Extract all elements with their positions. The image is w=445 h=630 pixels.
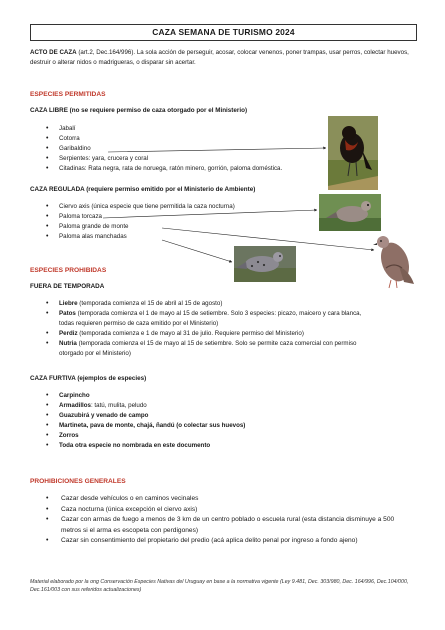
arrow-garibaldino	[108, 148, 326, 152]
list-item: • Cazar sin consentimiento del propietario del predio (acá aplica delito penal por ingreso a fondo ajeno)	[46, 536, 396, 547]
paloma-torcaza-photo	[319, 194, 381, 231]
prohibidas-heading: ESPECIES PROHIBIDAS	[30, 267, 107, 274]
list-item: • Cazar desde vehículos o en caminos vecinales	[46, 494, 396, 505]
arrow-paloma-torcaza	[103, 210, 317, 218]
list-item: • Caza nocturna (única excepción el ciervo axis)	[46, 505, 396, 516]
species-name: Martineta, pava de monte, chajá, ñandú (o colectar sus huevos)	[59, 422, 246, 429]
list-item: • Paloma alas manchadas	[46, 232, 235, 242]
species-detail: (temporada comienza e 1 de mayo al 31 de julio. Requiere permiso del Ministerio)	[77, 330, 304, 337]
list-item: • Garibaldino	[46, 144, 282, 154]
species-name: Zorros	[59, 432, 79, 439]
species-name: Carpincho	[59, 392, 90, 399]
species-detail: (temporada comienza el 1 de mayo al 15 de setiembre. Solo 3 especies: picazo, maicero y cara blanca, todas requieren permiso de caza emitido por el Ministerio)	[59, 310, 362, 327]
species-detail: : tatú, mulita, peludo	[90, 402, 147, 409]
acto-label: ACTO DE CAZA	[30, 49, 77, 56]
paloma-alas-manchadas-photo	[234, 246, 296, 282]
species-name: Armadillos	[59, 402, 91, 409]
species-detail: (temporada comienza el 15 de abril al 15 de agosto)	[77, 300, 223, 307]
paloma-grande-de-monte-photo	[373, 232, 414, 289]
generales-heading: PROHIBICIONES GENERALES	[30, 478, 126, 485]
list-item: • Cotorra	[46, 134, 282, 144]
species-name: Nutria	[59, 340, 77, 347]
garibaldino-photo	[328, 116, 378, 190]
document-title: CAZA SEMANA DE TURISMO 2024	[30, 24, 417, 41]
list-item: • Paloma torcaza	[46, 212, 235, 222]
species-name: Patos	[59, 310, 76, 317]
caza-libre-heading: CAZA LIBRE (no se requiere permiso de caza otorgado por el Ministerio)	[30, 107, 248, 114]
list-item: • Paloma grande de monte	[46, 222, 235, 232]
permitidas-heading: ESPECIES PERMITIDAS	[30, 91, 106, 98]
species-name: Toda otra especie no nombrada en este documento	[59, 442, 211, 449]
caza-regulada-heading: CAZA REGULADA (requiere permiso emitido por el Ministerio de Ambiente)	[30, 186, 256, 193]
list-item: • Serpientes: yara, crucera y coral	[46, 154, 282, 164]
list-item: • Ciervo axis (única especie que tiene permitida la caza nocturna)	[46, 202, 235, 212]
fuera-de-temporada-heading: FUERA DE TEMPORADA	[30, 283, 105, 290]
list-item: • Cazar con armas de fuego a menos de 3 km de un centro poblado o escuela rural (esta distancia disminuye a 500 metros si el arma es escopeta con perdigones)	[46, 515, 396, 536]
species-detail: (temporada comienza el 15 de mayo al 15 de setiembre. Solo se permite caza comercial con permiso otorgado por el Ministerio)	[59, 340, 357, 357]
species-name: Liebre	[59, 300, 78, 307]
list-item: • Citadinas: Rata negra, rata de noruega, ratón minero, gorrión, paloma doméstica.	[46, 164, 282, 174]
arrow-paloma-alas-manchadas	[162, 240, 232, 262]
species-name: Perdiz	[59, 330, 78, 337]
caza-furtiva-heading: CAZA FURTIVA (ejemplos de especies)	[30, 375, 147, 382]
acto-text: (art.2, Dec.164/996). La sola acción de perseguir, acosar, colocar venenos, poner trampas, usar perros, colectar huevos, destruir o alterar nidos o madrigueras, o disparar sin acertar.	[30, 49, 409, 66]
footer-note: Material elaborado por la ong Conservación Especies Nativas del Uruguay en base a la normativa vigente (Ley 9.481, Dec. 303/980, Dec. 164/996, Dec.104/000, Dec.161/003 con sus referidos actualizaciones)	[30, 579, 409, 593]
species-name: Guazubirá y venado de campo	[59, 412, 149, 419]
list-item: • Jabalí	[46, 124, 282, 134]
